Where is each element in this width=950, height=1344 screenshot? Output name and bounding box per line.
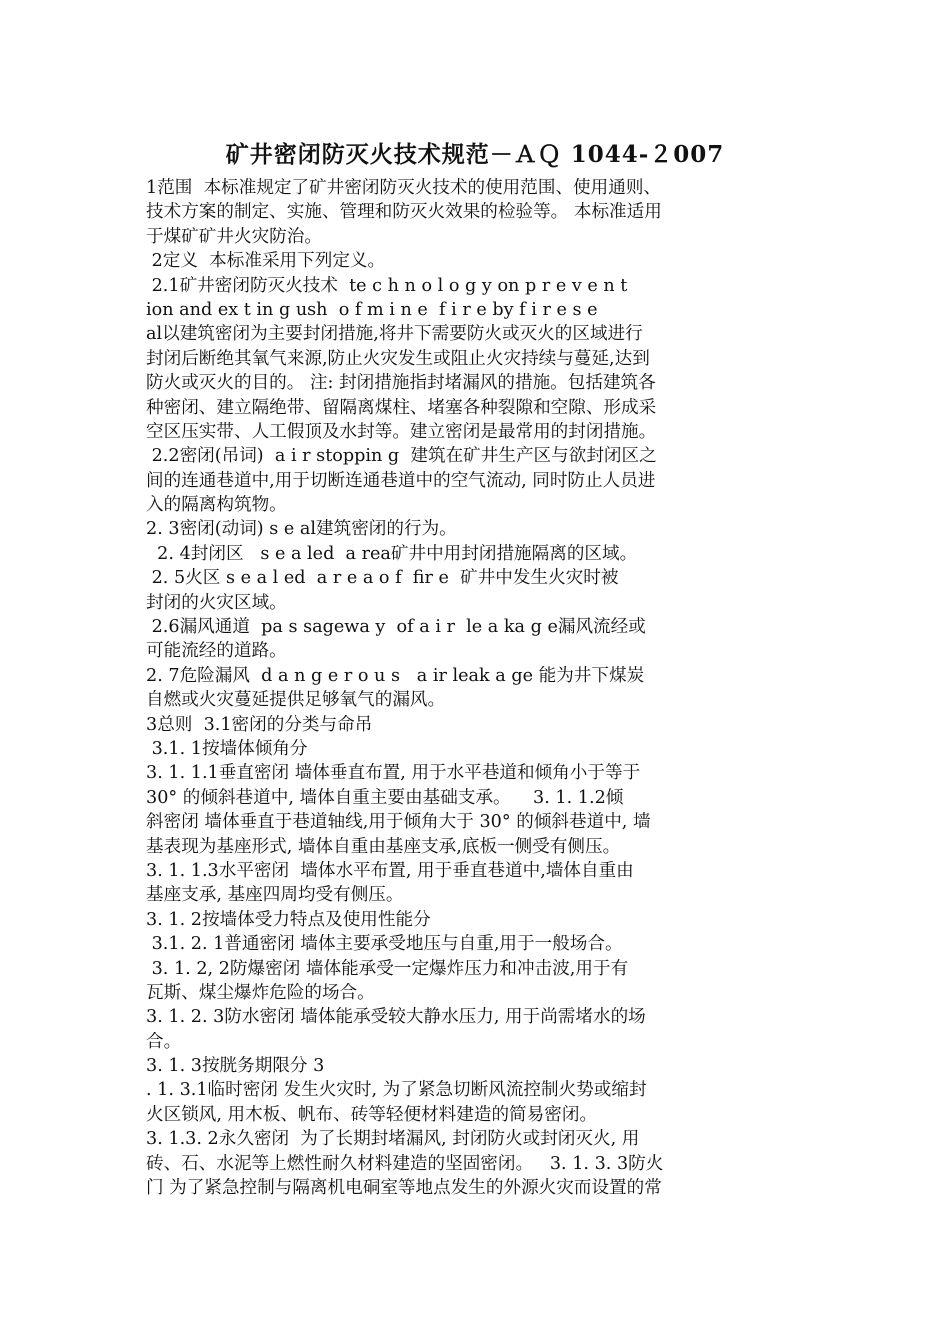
text-line: 基表现为基座形式, 墙体自重由基座支承,底板一侧受有侧压。 — [146, 836, 621, 857]
text-line: ion and ex t in g ush o f m i n e f i r e by f i r e s e — [146, 299, 598, 320]
text-line: 防火或灭火的目的。 注: 封闭措施指封堵漏风的措施。包括建筑各 — [146, 373, 656, 394]
text-line: 2.1矿井密闭防灭火技术 te c h n o l o g y on p r e v e n t — [146, 275, 628, 296]
document-title: 矿井密闭防灭火技术规范－ＡＱ 1044-２007 — [225, 141, 725, 168]
text-line: 基座支承, 基座四周均受有侧压。 — [146, 885, 404, 906]
text-line: 30° 的倾斜巷道中, 墙体自重主要由基础支承。 3. 1. 1.2倾 — [146, 787, 624, 808]
text-line: 合。 — [146, 1031, 182, 1052]
text-line: 3总则 3.1密闭的分类与命吊 — [146, 714, 373, 735]
text-line: 3.1. 1按墙体倾角分 — [146, 738, 308, 759]
text-line: 2.2密闭(吊词) a i r stoppin g 建筑在矿井生产区与欲封闭区之 — [146, 446, 657, 467]
text-line: 瓦斯、煤尘爆炸危险的场合。 — [146, 982, 375, 1003]
text-line: 可能流经的道路。 — [146, 641, 287, 662]
text-line: 3. 1. 2. 3防水密闭 墙体能承受较大静水压力, 用于尚需堵水的场 — [146, 1007, 646, 1028]
text-line: 3. 1. 1.1垂直密闭 墙体垂直布置, 用于水平巷道和倾角小于等于 — [146, 763, 641, 784]
text-line: 2.6漏风通道 pa s sagewa y of a i r le a ka g e漏风流经或 — [146, 617, 646, 638]
text-line: 2. 5火区 s e a l ed a r e a o f fir e 矿井中发生火灾时被 — [146, 568, 619, 589]
text-line: 1范围 本标准规定了矿井密闭防灭火技术的使用范围、使用通则、 — [146, 178, 662, 198]
text-line: 3. 1. 3按胱务期限分 3 — [146, 1056, 325, 1077]
text-line: 3. 1. 2按墙体受力特点及使用性能分 — [146, 909, 431, 930]
text-line: 技术方案的制定、实施、管理和防灭火效果的检验等。 本标准适用 — [146, 202, 662, 223]
text-line: 种密闭、建立隔绝带、留隔离煤柱、堵塞各种裂隙和空隙、形成采 — [146, 397, 657, 418]
text-line: 3. 1. 1.3水平密闭 墙体水平布置, 用于垂直巷道中,墙体自重由 — [146, 860, 634, 881]
text-line: . 1. 3.1临时密闭 发生火灾时, 为了紧急切断风流控制火势或缩封 — [146, 1080, 647, 1101]
text-line: 封闭的火灾区域。 — [146, 592, 287, 613]
text-line: 斜密闭 墙体垂直于巷道轴线,用于倾角大于 30° 的倾斜巷道中, 墙 — [146, 812, 651, 833]
text-line: 封闭后断绝其氧气来源,防止火灾发生或阻止火灾持续与蔓延,达到 — [146, 348, 650, 369]
text-line: 2. 7危险漏风 d a n g e r o u s a ir leak a ge 能为井下煤炭 — [146, 665, 645, 686]
text-line: 2定义 本标准采用下列定义。 — [146, 251, 386, 272]
text-line: 2. 4封闭区 s e a led a rea矿井中用封闭措施隔离的区域。 — [146, 543, 638, 564]
text-line: 空区压实带、人工假顶及水封等。建立密闭是最常用的封闭措施。 — [146, 421, 657, 442]
text-line: 3. 1.3. 2永久密闭 为了长期封堵漏风, 封闭防火或封闭灭火, 用 — [146, 1129, 640, 1150]
text-line: 自燃或火灾蔓延提供足够氧气的漏风。 — [146, 690, 446, 711]
text-line: 入的隔离构筑物。 — [146, 495, 287, 516]
text-line: 3. 1. 2, 2防爆密闭 墙体能承受一定爆炸压力和冲击波,用于有 — [146, 958, 629, 979]
text-line: 3.1. 2. 1普通密闭 墙体主要承受地压与自重,用于一般场合。 — [146, 934, 623, 955]
text-line: 火区锁风, 用木板、帆布、砖等轻便材料建造的简易密闭。 — [146, 1104, 598, 1125]
text-line: 于煤矿矿井火灾防治。 — [146, 226, 322, 247]
document-body — [146, 176, 818, 1200]
text-line: 门 为了紧急控制与隔离机电硐室等地点发生的外源火灾而设置的常 — [146, 1178, 662, 1199]
text-line: 2. 3密闭(动词) s e al建筑密闭的行为。 — [146, 519, 457, 540]
text-line: 砖、石、水泥等上燃性耐久材料建造的坚固密闭。 3. 1. 3. 3防火 — [146, 1153, 664, 1174]
text-line: 间的连通巷道中,用于切断连通巷道中的空气流动, 同时防止人员进 — [146, 470, 656, 491]
text-line: al以建筑密闭为主要封闭措施,将井下需要防火或灭火的区域进行 — [146, 324, 643, 345]
